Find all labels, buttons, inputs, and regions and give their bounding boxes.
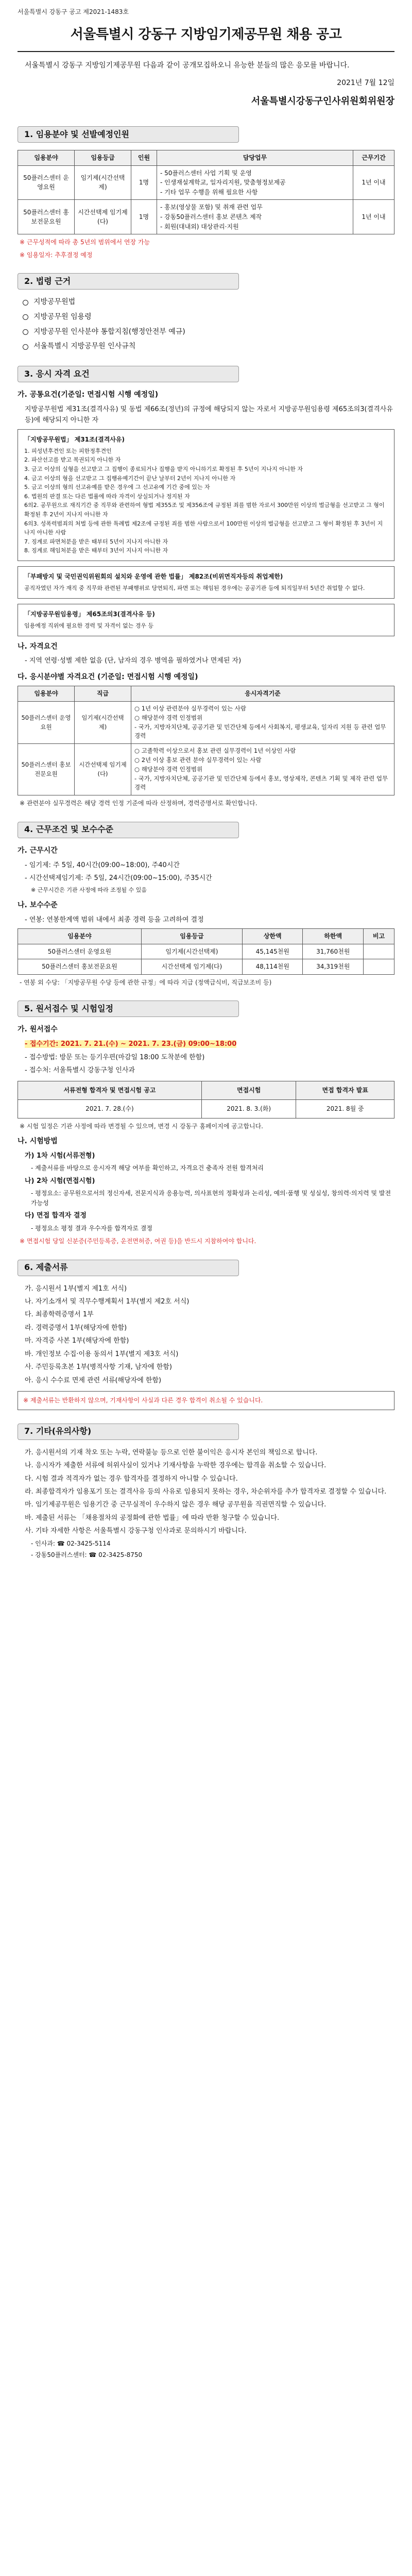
circle-bullet-icon (23, 344, 28, 350)
section-2-heading: 2. 법령 근거 (18, 273, 239, 290)
qualification-note: ※ 관련분야 실무경력은 해당 경력 인정 기준에 따라 산정하며, 경력증명서로 확인합니다. (20, 800, 258, 807)
list-item: 서울특별시 지방공무원 인사규칙 (23, 341, 394, 352)
pay-note: - 연봉 외 수당: 「지방공무원 수당 등에 관한 규정」에 따라 지급 (정액급식비, 직급보조비 등) (20, 978, 272, 986)
list-item: 가. 응시원서 1부(별지 제1호 서식) (25, 1284, 127, 1293)
list-item: 사. 주민등록초본 1부(병적사항 기재, 남자에 한함) (25, 1363, 172, 1371)
note-extension: ※ 근무성적에 따라 총 5년의 범위에서 연장 가능 (20, 239, 150, 246)
list-item: 다. 최종학력증명서 1부 (25, 1311, 94, 1319)
circle-bullet-icon (23, 300, 28, 306)
schedule-note: ※ 시험 일정은 기관 사정에 따라 변경될 수 있으며, 변경 시 강동구 홈페이지에 공고합니다. (20, 1122, 263, 1130)
list-item: 지방공무원법 (23, 297, 394, 308)
notice-number: 서울특별시 강동구 공고 제2021-1483호 (18, 8, 129, 15)
list-item: 지방공무원 인사분야 통합지침(행정안전부 예규) (23, 327, 394, 338)
table-row: 50플러스센터 운영요원 임기제(시간선택제) 45,145천원 31,760천원 (18, 944, 394, 959)
col-grade: 임용등급 (75, 150, 131, 165)
documents-note: ※ 제출서류는 반환하지 않으며, 기재사항이 사실과 다른 경우 합격이 취소될 수 있습니다. (18, 1391, 394, 1410)
circle-bullet-icon (23, 314, 28, 320)
pay-table: 임용분야 임용등급 상한액 하한액 비고 50플러스센터 운영요원 임기제(시간선택제) 45,145천원 31,760천원 50플러스센터 홍보전문요원 시간선택제 임기제(다) 48,114천원 34,319천원 (18, 928, 394, 975)
pay-title: 나. 보수수준 (18, 901, 58, 909)
col-field: 임용분야 (18, 150, 75, 165)
col-count: 인원 (131, 150, 157, 165)
exam-method-title: 나. 시험방법 (18, 1137, 58, 1146)
notice-title: 서울특별시 강동구 지방임기제공무원 채용 공고 (18, 24, 394, 52)
table-row: 50플러스센터 홍보전문요원 시간선택제 임기제(다) ○ 고졸학력 이상으로서 홍보 관련 실무경력이 1년 이상인 사람 ○ 2년 이상 홍보 관련 분야 실무경력이 있는 사람 ○ 해당분야 경력 인정범위 - 국가, 지방자치단체, 공공기관 및 민간단체 등에서 홍보, 영상제작, 콘텐츠 기획 및 제작 관련 업무 경력 (18, 744, 394, 795)
section-4-heading: 4. 근무조건 및 보수수준 (18, 822, 239, 838)
anti-corruption-box: 「부패방지 및 국민권익위원회의 설치와 운영에 관한 법률」 제82조(비위면직자등의 취업제한) 공직자였던 자가 재직 중 직무와 관련된 부패행위로 당연퇴직, 파면 또는 해임된 경우에는 공공기관 등에 퇴직일부터 5년간 취업할 수 없다. (18, 566, 394, 599)
qualification-body: - 지역 연령·성별 제한 없음 (단, 남자의 경우 병역을 필하였거나 면제된 자) (25, 657, 242, 665)
section-1-heading: 1. 임용분야 및 선발예정인원 (18, 126, 239, 143)
list-item: 나. 자기소개서 및 직무수행계획서 1부(별지 제2호 서식) (25, 1298, 190, 1306)
intro-text: 서울특별시 강동구 지방임기제공무원 다음과 같이 공개모집하오니 유능한 분들의 많은 응모를 바랍니다. (25, 61, 350, 70)
work-hours-title: 가. 근무시간 (18, 846, 58, 855)
col-tasks: 담당업무 (157, 150, 353, 165)
list-item: 다. 시험 결과 적격자가 없는 경우 합격자를 결정하지 아니할 수 있습니다. (25, 1475, 238, 1483)
common-requirements-body: 지방공무원법 제31조(결격사유) 및 동법 제66조(정년)의 규정에 해당되지 않는 자로서 지방공무원임용령 제65조의3(결격사유 등)에 해당되지 아니한 자 (25, 405, 393, 425)
disqualification-box: 「지방공무원법」 제31조(결격사유) 1. 피성년후견인 또는 피한정후견인 2. 파산선고를 받고 복권되지 아니한 자 3. 금고 이상의 실형을 선고받고 그 집행이 종료되거나 집행을 받지 아니하기로 확정된 후 5년이 지나지 아니한 자 4. 금고 이상의 형을 선고받고 그 집행유예기간이 끝난 날부터 2년이 지나지 아니한 자 5. 금고 이상의 형의 선고유예를 받은 경우에 그 선고유예 기간 중에 있는 자 6. 법원의 판결 또는 다른 법률에 따라 자격이 상실되거나 정지된 자 6의2. 공무원으로 재직기간 중 직무와 관련하여 형법 제355조 및 제356조에 규정된 죄를 범한 자로서 300만원 이상의 벌금형을 선고받고 그 형이 확정된 후 2년이 지나지 아니한 자 6의3. 성폭력범죄의 처벌 등에 관한 특례법 제2조에 규정된 죄를 범한 사람으로서 100만원 이상의 벌금형을 선고받고 그 형이 확정된 후 3년이 지나지 아니한 사람 7. 징계로 파면처분을 받은 때부터 5년이 지나지 아니한 자 8. 징계로 해임처분을 받은 때부터 3년이 지나지 아니한 자 (18, 429, 394, 561)
list-item: 지방공무원 임용령 (23, 312, 394, 323)
notice-date: 2021년 7월 12일 (337, 79, 394, 88)
qualification-table: 임용분야 직급 응시자격기준 50플러스센터 운영요원 임기제(시간선택제) ○ 1년 이상 관련분야 실무경력이 있는 사람 ○ 해당분야 경력 인정범위 - 국가, 지방자치단체, 공공기관 및 민간단체 등에서 사회복지, 평생교육, 일자리 지원 등 관련 업무 경력 50플러스센터 홍보전문요원 시간선택제 임기제(다) ○ 고졸학력 이상으로서 홍보 관련 실무경력이 1년 이상인 사람 ○ 2년 이상 홍보 관련 분야 실무경력이 있는 사람 ○ 해당분야 경력 인정범위 - 국가, 지방자치단체, 공공기관 및 민간단체 등에서 홍보, 영상제작, 콘텐츠 기획 및 제작 관련 업무 경력 (18, 686, 394, 795)
list-item: 라. 경력증명서 1부(해당자에 한함) (25, 1324, 127, 1332)
table-row: 50플러스센터 홍보전문요원 시간선택제 임기제(다) 1명 - 홍보(영상물 포함) 및 취재 관련 업무 - 강동50플러스센터 홍보 콘텐츠 제작 - 회원(대내외) 대상관리·지원 1년 이내 (18, 200, 394, 234)
common-requirements-title: 가. 공통요건(기준일: 면접시험 시행 예정일) (18, 391, 159, 399)
field-qualification-title: 다. 응시분야별 자격요건 (기준일: 면접시험 시행 예정일) (18, 672, 198, 681)
notice-page: 서울특별시 강동구 공고 제2021-1483호 서울특별시 강동구 지방임기제공무원 채용 공고 서울특별시 강동구 지방임기제공무원 다음과 같이 공개모집하오니 유능한 분들의 많은 응모를 바랍니다. 2021년 7월 12일 서울특별시강동구인사위원회위원장 1. 임용분야 및 선발예정인원 임용분야 임용등급 인원 담당업무 근무기간 50플러스센터 운영요원 임기제(시간선택제) 1명 - 50플러스센터 사업 기획 및 운영 - 인생재설계학교, 일자리지원, 맞춤형정보제공 - 기타 업무 수행을 위해 필요한 사항 1년 이내 50플러스센터 홍보전문요원 시간선택제 임기제(다) 1명 - 홍보(영상물 포함) 및 취재 관련 업무 - 강동50플러스센터 홍보 콘텐츠 제작 - 회원(대내외) 대상관리·지원 1년 이내 ※ 근무성적에 따라 총 5년의 범위에서 연장 가능 ※ 임용일자: 추후결정 예정 2. 법령 근거 지방공무원법 지방공무원 임용령 지방공무원 인사분야 통합지침(행정안전부 예규) 서울특별시 지방공무원 인사규칙 3. 응시 자격 요건 가. 공통요건(기준일: 면접시험 시행 예정일) 지방공무원법 제31조(결격사유) 및 동법 제66조(정년)의 규정에 해당되지 않는 자로서 지방공무원임용령 제65조의3(결격사유 등)에 해당되지 아니한 자 「지방공무원법」 제31조(결격사유) 1. 피성년후견인 또는 피한정후견인 2. 파산선고를 받고 복권되지 아니한 자 3. 금고 이상의 실형을 선고받고 그 집행이 종료되거나 집행을 받지 아니하기로 확정된 후 5년이 지나지 아니한 자 4. 금고 이상의 형을 선고받고 그 집행유예기간이 끝난 날부터 2년이 지나지 아니한 자 5. 금고 이상의 형의 선고유예를 받은 경우에 그 선고유예 기간 중에 있는 자 6. 법원의 판결 또는 다른 법률에 따라 자격이 상실되거나 정지된 자 6의2. 공무원으로 재직기간 중 직무와 관련하여 형법 제355조 및 제356조에 규정된 죄를 범한 자로서 300만원 이상의 벌금형을 선고받고 그 형이 확정된 후 2년이 지나지 아니한 자 6의3. 성폭력범죄의 처벌 등에 관한 특례법 제2조에 규정된 죄를 범한 사람으로서 100만원 이상의 벌금형을 선고받고 그 형이 확정된 후 3년이 지나지 아니한 사람 7. 징계로 파면처분을 받은 때부터 5년이 지나지 아니한 자 8. 징계로 해임처분을 받은 때부터 3년이 지나지 아니한 자 「부패방지 및 국민권익위원회의 설치와 운영에 관한 법률」 제82조(비위면직자등의 취업제한) 공직자였던 자가 재직 중 직무와 관련된 부패행위로 당연퇴직, 파면 또는 해임된 경우에는 공공기관 등에 퇴직일부터 5년간 취업할 수 없다. 「지방공무원임용령」 제65조의3(결격사유 등) 임용예정 직위에 필요한 경력 및 자격이 없는 경우 등 나. 자격요건 - 지역 연령·성별 제한 없음 (단, 남자의 경우 병역을 필하였거나 면제된 자) 다. 응시분야별 자격요건 (기준일: 면접시험 시행 예정일) 임용분야 직급 응시자격기준 50플러스센터 운영요원 임기제(시간선택제) ○ 1년 이상 관련분야 실무경력이 있는 사람 ○ 해당분야 경력 인정범위 - 국가, 지방자치단체, 공공기관 및 민간단체 등에서 사회복지, 평생교육, 일자리 지원 등 관련 업무 경력 50플러스센터 홍보전문요원 시간선택제 임기제(다) ○ 고졸학력 이상으로서 홍보 관련 실무경력이 1년 이상인 사람 ○ 2년 이상 홍보 관련 분야 실무경력이 있는 사람 ○ 해당분야 경력 인정범위 - 국가, 지방자치단체, 공공기관 및 민간단체 등에서 홍보, 영상제작, 콘텐츠 기획 및 제작 관련 업무 경력 ※ 관련분야 실무경력은 해당 경력 인정 기준에 따라 산정하며, 경력증명서로 확인합니다. 4. 근무조건 및 보수수준 가. 근무시간 - 임기제: 주 5일, 40시간(09:00~18:00), 주40시간 - 시간선택제임기제: 주 5일, 24시간(09:00~15:00), 주35시간 ※ 근무시간은 기관 사정에 따라 조정될 수 있음 나. 보수수준 - 연봉: 연봉한계액 범위 내에서 최종 경력 등을 고려하여 결정 임용분야 임용등급 상한액 하한액 비고 50플러스센터 운영요원 임기제(시간선택제) 45,145천원 31,760천원 50플러스센터 홍보전문요원 시간선택제 임기제(다) 48,114천원 34,319천원 - 연봉 외 수당: 「지방공무원 수당 등에 관한 규정」에 따라 지급 (정액급식비, 직급보조비 등) 5. 원서접수 및 시험일정 가. 원서접수 - 접수기간: 2021. 7. 21.(수) ~ 2021. 7. 23.(금) 09:00~18:00 - 접수방법: 방문 또는 등기우편(마감일 18:00 도착분에 한함) - 접수처: 서울특별시 강동구청 인사과 서류전형 합격자 및 면접시험 공고 면접시험 면접 합격자 발표 2021. 7. 28.(수) 2021. 8. 3.(화) 2021. 8월 중 ※ 시험 일정은 기관 사정에 따라 변경될 수 있으며, 변경 시 강동구 홈페이지에 공고합니다. 나. 시험방법 가) 1차 시험(서류전형) - 제출서류를 바탕으로 응시자격 해당 여부를 확인하고, 자격요건 충족자 전원 합격처리 나) 2차 시험(면접시험) - 평정요소: 공무원으로서의 정신자세, 전문지식과 응용능력, 의사표현의 정확성과 논리성, 예의·품행 및 성실성, 창의력·의지력 및 발전가능성 다) 면접 합격자 결정 - 평정요소 평정 결과 우수자를 합격자로 결정 ※ 면접시험 당일 신분증(주민등록증, 운전면허증, 여권 등)을 반드시 지참하여야 합니다. 6. 제출서류 가. 응시원서 1부(별지 제1호 서식) 나. 자기소개서 및 직무수행계획서 1부(별지 제2호 서식) 다. 최종학력증명서 1부 라. 경력증명서 1부(해당자에 한함) 마. 자격증 사본 1부(해당자에 한함) 바. 개인정보 수집·이용 동의서 1부(별지 제3호 서식) 사. 주민등록초본 1부(병적사항 기재, 남자에 한함) 아. 응시 수수료 면제 관련 서류(해당자에 한함) ※ 제출서류는 반환하지 않으며, 기재사항이 사실과 다른 경우 합격이 취소될 수 있습니다. 7. 기타(유의사항) 가. 응시원서의 기재 착오 또는 누락, 연락불능 등으로 인한 불이익은 응시자 본인의 책임으로 합니다. 나. 응시자가 제출한 서류에 허위사실이 있거나 기재사항을 누락한 경우에는 합격을 취소할 수 있습니다. 다. 시험 결과 적격자가 없는 경우 합격자를 결정하지 아니할 수 있습니다. 라. 최종합격자가 임용포기 또는 결격사유 등의 사유로 임용되지 못하는 경우, 차순위자를 추가 합격자로 결정할 수 있습니다. 마. 임기제공무원은 임용기간 중 근무실적이 우수하지 않은 경우 해당 공무원을 직권면직할 수 있습니다. 바. 제출된 서류는 「채용절차의 공정화에 관한 법률」에 따라 반환 청구할 수 있습니다. 사. 기타 자세한 사항은 서울특별시 강동구청 인사과로 문의하시기 바랍니다. - 인사과: ☎ 02-3425-5114 - 강동50플러스센터: ☎ 02-3425-8750 (0, 0, 412, 1577)
list-item: 바. 제출된 서류는 「채용절차의 공정화에 관한 법률」에 따라 반환 청구할 수 있습니다. (25, 1514, 280, 1522)
list-item: 마. 임기제공무원은 임용기간 중 근무실적이 우수하지 않은 경우 해당 공무원을 직권면직할 수 있습니다. (25, 1501, 327, 1509)
law-list (18, 297, 394, 352)
list-item: 가. 응시원서의 기재 착오 또는 누락, 연락불능 등으로 인한 불이익은 응시자 본인의 책임으로 합니다. (25, 1448, 318, 1456)
list-item: 마. 자격증 사본 1부(해당자에 한함) (25, 1337, 129, 1345)
section-5-heading: 5. 원서접수 및 시험일정 (18, 1001, 239, 1017)
section-6-heading: 6. 제출서류 (18, 1260, 239, 1276)
col-period: 근무기간 (353, 150, 394, 165)
contact-center: - 강동50플러스센터: ☎ 02-3425-8750 (31, 1551, 143, 1558)
appointment-decree-box: 「지방공무원임용령」 제65조의3(결격사유 등) 임용예정 직위에 필요한 경력 및 자격이 없는 경우 등 (18, 604, 394, 636)
table-row: 50플러스센터 홍보전문요원 시간선택제 임기제(다) 48,114천원 34,319천원 (18, 959, 394, 975)
list-item: 바. 개인정보 수집·이용 동의서 1부(별지 제3호 서식) (25, 1350, 179, 1358)
list-item: 라. 최종합격자가 임용포기 또는 결격사유 등의 사유로 임용되지 못하는 경우, 차순위자를 추가 합격자로 결정할 수 있습니다. (25, 1488, 387, 1496)
exam-note: ※ 면접시험 당일 신분증(주민등록증, 운전면허증, 여권 등)을 반드시 지참하여야 합니다. (20, 1238, 256, 1245)
positions-table (18, 150, 394, 234)
list-item: 나. 응시자가 제출한 서류에 허위사실이 있거나 기재사항을 누락한 경우에는 합격을 취소할 수 있습니다. (25, 1462, 327, 1470)
list-item: 사. 기타 자세한 사항은 서울특별시 강동구청 인사과로 문의하시기 바랍니다. (25, 1527, 247, 1535)
note-appointment-date: ※ 임용일자: 추후결정 예정 (20, 251, 93, 259)
table-row: 50플러스센터 운영요원 임기제(시간선택제) ○ 1년 이상 관련분야 실무경력이 있는 사람 ○ 해당분야 경력 인정범위 - 국가, 지방자치단체, 공공기관 및 민간단체 등에서 사회복지, 평생교육, 일자리 지원 등 관련 업무 경력 (18, 701, 394, 743)
table-row: 50플러스센터 운영요원 임기제(시간선택제) 1명 - 50플러스센터 사업 기획 및 운영 - 인생재설계학교, 일자리지원, 맞춤형정보제공 - 기타 업무 수행을 위해 필요한 사항 1년 이내 (18, 165, 394, 200)
section-7-heading: 7. 기타(유의사항) (18, 1423, 239, 1440)
application-period: - 접수기간: 2021. 7. 21.(수) ~ 2021. 7. 23.(금) 09:00~18:00 (25, 1040, 237, 1048)
table-row: 2021. 7. 28.(수) 2021. 8. 3.(화) 2021. 8월 중 (18, 1100, 394, 1118)
application-title: 가. 원서접수 (18, 1025, 58, 1034)
circle-bullet-icon (23, 329, 28, 335)
contact-hr: - 인사과: ☎ 02-3425-5114 (31, 1539, 111, 1547)
section-3-heading: 3. 응시 자격 요건 (18, 366, 239, 382)
schedule-table: 서류전형 합격자 및 면접시험 공고 면접시험 면접 합격자 발표 2021. 7. 28.(수) 2021. 8. 3.(화) 2021. 8월 중 (18, 1081, 394, 1118)
list-item: 아. 응시 수수료 면제 관련 서류(해당자에 한함) (25, 1376, 162, 1384)
qualification-title: 나. 자격요건 (18, 642, 58, 651)
issuer: 서울특별시강동구인사위원회위원장 (251, 96, 394, 107)
